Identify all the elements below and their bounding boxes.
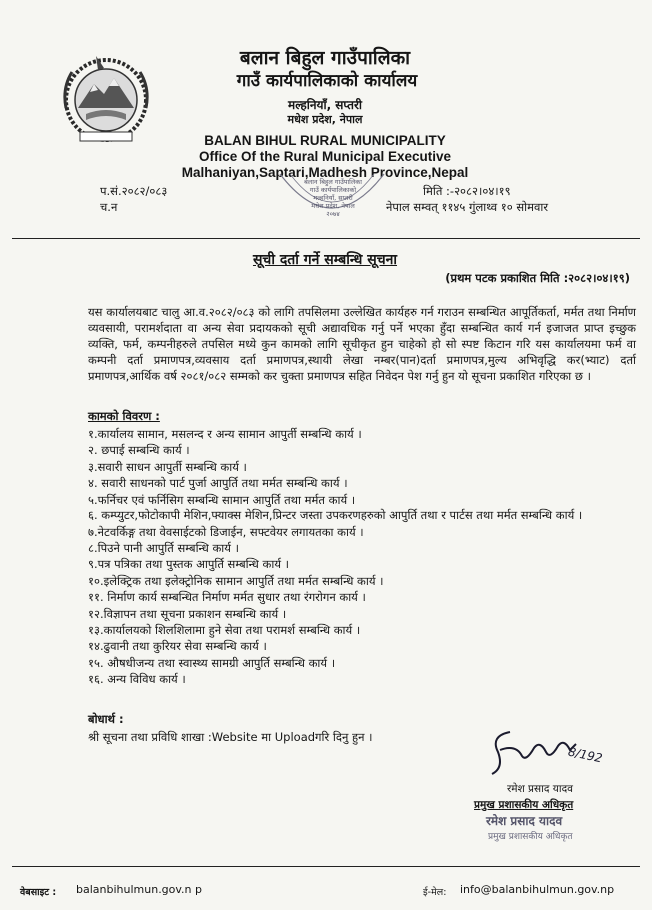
list-item: १३.कार्यालयको शिलशिलामा हुने सेवा तथा परामर्श सम्बन्धि कार्य । bbox=[88, 623, 361, 638]
signatory-designation: प्रमुख प्रशासकीय अधिकृत bbox=[474, 799, 574, 811]
handwritten-signature bbox=[470, 722, 610, 782]
notice-body: यस कार्यालयबाट चालु आ.व.२०८२/०८३ को लागि तपसिलमा उल्लेखित कार्यहरु गर्न गराउन सम्बन्धित आपूर्तिकर्ता, मर्मत तथा निर्माण व्यवसायी, परामर्शदाता वा अन्य सेवा प्रदायकको सूची अद्यावधिक गर्नु पर्ने भएका हुँदा सम्बन्धित कार्य गर्न इजाजत प्राप्त इच्छुक व्यक्ति, फर्म, कम्पनीहरुले तपसिल मध्ये कुन कामको लागि सूचीकृत हुन चाहेको हो सो स्पष्ट किटान गरि यस कार्यालयमा फर्म वा कम्पनी दर्ता प्रमाणपत्र,व्यवसाय दर्ता प्रमाणपत्र,स्थायी लेखा नम्बर(पान)दर्ता प्रमाणपत्र,मुल्य अभिवृद्धि कर(भ्याट) दर्ता प्रमाणपत्र,आर्थिक वर्ष २०८१/०८२ सम्मको कर चुक्ता प्रमाणपत्र सहित निवेदन पेश गर्नु हुन यो सूचना प्रकाशित गरिएका छ । bbox=[88, 305, 636, 383]
org-name-np: बलान बिहुल गाउँपालिका bbox=[239, 47, 411, 69]
patra-sankhya: प.सं.२०८२/०८३ bbox=[100, 184, 168, 198]
published-date: (प्रथम पटक प्रकाशित मिति :२०८२।०४।१९) bbox=[445, 271, 630, 285]
seal-line-5: २०७४ bbox=[326, 210, 340, 218]
chalani-number: च.न bbox=[100, 200, 118, 214]
website-label: वेबसाइट : bbox=[20, 887, 57, 898]
letter-date: मिति :-२०८२।०४।१९ bbox=[423, 184, 511, 198]
website-link[interactable]: balanbihulmun.gov.n p bbox=[76, 883, 203, 896]
signatory-name: रमेश प्रसाद यादव bbox=[507, 783, 573, 795]
email-label: ई-मेल: bbox=[423, 887, 447, 898]
email-link[interactable]: info@balanbihulmun.gov.np bbox=[460, 883, 615, 896]
stamp-name: रमेश प्रसाद यादव bbox=[486, 814, 563, 828]
nepal-sambat-date: नेपाल सम्वत् ११४५ गुंलाथ्व १० सोमवार bbox=[386, 200, 549, 214]
province-np: मधेश प्रदेश, नेपाल bbox=[287, 113, 363, 126]
notice-title: सूची दर्ता गर्ने सम्बन्धि सूचना bbox=[252, 252, 398, 268]
handwritten-date: 8/192 bbox=[566, 744, 604, 766]
list-item: १.कार्यालय सामान, मसलन्द र अन्य सामान आपुर्ती सम्बन्धि कार्य । bbox=[88, 427, 362, 441]
list-item: ७.नेटवर्किङ्ग तथा वेवसाईटको डिजाईन, सफ्टवेयर लगायतका कार्य । bbox=[88, 524, 364, 539]
seal-line-1: बलान बिहुल गाउँपालिका bbox=[304, 178, 362, 186]
seal-line-4: मधेश प्रदेश, नेपाल bbox=[311, 202, 355, 210]
list-item: १४.ढुवानी तथा कुरियर सेवा सम्बन्धि कार्य । bbox=[88, 639, 267, 654]
list-item: ६. कम्प्युटर,फोटोकापी मेशिन,फ्याक्स मेशिन,प्रिन्टर जस्ता उपकरणहरुको आपुर्ति तथा र पार्टस तथा मर्मत सम्बन्धि कार्य । bbox=[88, 508, 583, 523]
seal-line-2: गाउँ कार्यपालिकाको bbox=[309, 186, 357, 194]
list-item: २. छपाई सम्बन्धि कार्य । bbox=[88, 443, 190, 458]
address-np: मल्हनियाँ, सप्तरी bbox=[288, 98, 362, 112]
list-item: १६. अन्य विविध कार्य । bbox=[88, 672, 186, 687]
list-item: ९.पत्र पत्रिका तथा पुस्तक आपुर्ति सम्बन्धि कार्य । bbox=[88, 557, 290, 572]
office-name-en: Office Of the Rural Municipal Executive bbox=[198, 149, 452, 164]
header-divider bbox=[12, 238, 640, 239]
office-seal bbox=[276, 172, 388, 234]
stamp-title: प्रमुख प्रशासकीय अधिकृत bbox=[488, 832, 573, 842]
list-item: ५.फर्निचर एवं फर्निसिग सम्बन्धि सामान आपुर्ति तथा मर्मत कार्य । bbox=[88, 492, 356, 507]
list-item: १०.इलेक्ट्रिक तथा इलेक्ट्रोनिक सामान आपुर्ति तथा मर्मत सम्बन्धि कार्य । bbox=[88, 573, 384, 588]
upload-instruction: श्री सूचना तथा प्रविधि शाखा :Website मा Uploadगरि दिनु हुन । bbox=[88, 730, 373, 744]
address-en: Malhaniyan,Saptari,Madhesh Province,Nepal bbox=[181, 165, 469, 180]
work-details-heading: कामको विवरण : bbox=[88, 409, 160, 423]
seal-line-3: मल्हनियाँ, सप्तरी bbox=[313, 194, 353, 202]
office-name-np: गाउँ कार्यपालिकाको कार्यालय bbox=[236, 71, 418, 91]
list-item: ३.सवारी साधन आपुर्ती सम्बन्धि कार्य । bbox=[88, 459, 247, 474]
bodharth-heading: बोधार्थ : bbox=[88, 712, 124, 726]
list-item: १२.विज्ञापन तथा सूचना प्रकाशन सम्बन्धि कार्य । bbox=[88, 606, 287, 621]
government-emblem bbox=[56, 48, 156, 148]
list-item: ११. निर्माण कार्य सम्बन्धित निर्माण मर्मत सुधार तथा रंगरोगन कार्य । bbox=[88, 590, 366, 605]
work-list bbox=[88, 426, 636, 688]
list-item: १५. औषधीजन्य तथा स्वास्थ्य सामग्री आपुर्ति सम्बन्धि कार्य । bbox=[88, 655, 336, 670]
footer-divider bbox=[12, 866, 640, 867]
org-name-en: BALAN BIHUL RURAL MUNICIPALITY bbox=[204, 133, 446, 148]
list-item: ८.पिउने पानी आपुर्ति सम्बन्धि कार्य । bbox=[88, 541, 239, 556]
list-item: ४. सवारी साधनको पार्ट पुर्जा आपुर्ति तथा मर्मत सम्बन्धि कार्य । bbox=[88, 476, 348, 491]
